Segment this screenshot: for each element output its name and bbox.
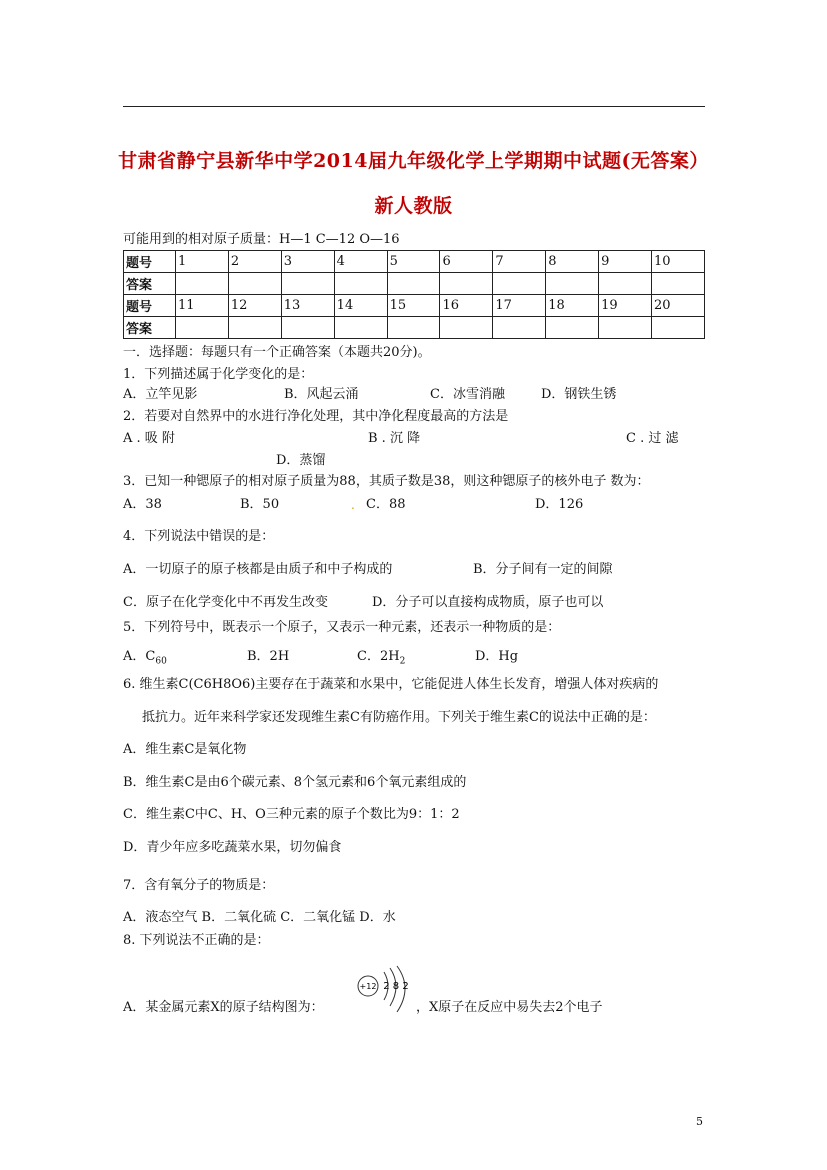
- question-6-option-d: D．青少年应多吃蔬菜水果，切勿偏食: [123, 840, 342, 855]
- question-5-option-b: B．2H: [247, 649, 290, 664]
- question-6-stem-line-2: 抵抗力。近年来科学家还发现维生素C有防癌作用。下列关于维生素C的说法中正确的是：: [142, 710, 656, 725]
- question-2-option-a: A . 吸 附: [123, 431, 175, 446]
- answer-cell: [493, 273, 546, 295]
- table-cell: 17: [493, 295, 546, 317]
- answer-cell: [228, 273, 281, 295]
- question-7-options: A．液态空气 B．二氧化硫 C．二氧化锰 D．水: [123, 910, 396, 925]
- question-1-option-a: A．立竿见影: [123, 387, 198, 402]
- table-cell: 8: [546, 251, 599, 273]
- section-heading: 一．选择题：每题只有一个正确答案（本题共20分)。: [123, 345, 431, 360]
- answer-cell: [440, 273, 493, 295]
- table-cell: 7: [493, 251, 546, 273]
- answer-cell: [546, 317, 599, 339]
- question-3-stem: 3．已知一种锶原子的相对原子质量为88，其质子数是38，则这种锶原子的核外电子 数为：: [123, 474, 650, 489]
- table-cell: 20: [652, 295, 705, 317]
- question-6-stem-line-1: 6. 维生素C(C6H8O6)主要存在于蔬菜和水果中，它能促进人体生长发育，增强人体对疾病的: [123, 677, 659, 692]
- question-5-stem: 5．下列符号中，既表示一个原子，又表示一种元素，还表示一种物质的是：: [123, 620, 561, 635]
- answer-cell: [599, 317, 652, 339]
- question-6-option-a: A．维生素C是氧化物: [123, 742, 247, 757]
- table-row-numbers-1: [124, 251, 705, 273]
- atomic-mass-note: 可能用到的相对原子质量：H—1 C—12 O—16: [123, 232, 400, 247]
- answer-cell: [493, 317, 546, 339]
- answer-cell: [228, 317, 281, 339]
- row-label-answer: 答案: [124, 317, 176, 339]
- question-6-option-c: C．维生素C中C、H、O三种元素的原子个数比为9：1：2: [123, 807, 460, 822]
- table-cell: 4: [334, 251, 387, 273]
- answer-cell: [176, 317, 229, 339]
- shell-electron-counts: 2 8 2: [383, 981, 409, 992]
- answer-cell: [387, 273, 440, 295]
- table-row-answers-1: [124, 273, 705, 295]
- table-cell: 10: [652, 251, 705, 273]
- subscript: 60: [155, 656, 167, 667]
- table-cell: 14: [334, 295, 387, 317]
- answer-cell: [652, 317, 705, 339]
- stray-dot: .: [351, 498, 355, 512]
- answer-cell: [387, 317, 440, 339]
- table-cell: 11: [176, 295, 229, 317]
- table-cell: 6: [440, 251, 493, 273]
- table-row-numbers-2: [124, 295, 705, 317]
- page-subtitle: 新人教版: [374, 195, 453, 217]
- option-a-text: A．C: [123, 649, 156, 664]
- row-label-number: 题号: [124, 295, 176, 317]
- table-cell: 1: [176, 251, 229, 273]
- question-1-option-b: B．风起云涌: [284, 387, 359, 402]
- question-1-option-c: C．冰雪消融: [430, 387, 505, 402]
- question-4-option-a: A．一切原子的原子核都是由质子和中子构成的: [123, 562, 393, 577]
- answer-cell: [546, 273, 599, 295]
- subscript: 2: [399, 656, 406, 667]
- question-8-option-a-text: A．某金属元素X的原子结构图为：: [123, 1000, 324, 1015]
- question-1-option-d: D．钢铁生锈: [541, 387, 617, 402]
- question-3-option-b: B．50: [240, 497, 280, 512]
- question-2-stem: 2．若要对自然界中的水进行净化处理，其中净化程度最高的方法是: [123, 409, 509, 424]
- table-cell: 16: [440, 295, 493, 317]
- table-cell: 5: [387, 251, 440, 273]
- question-6-option-b: B．维生素C是由6个碳元素、8个氢元素和6个氧元素组成的: [123, 775, 467, 790]
- table-cell: 19: [599, 295, 652, 317]
- table-cell: 13: [281, 295, 334, 317]
- question-3-option-c: C．88: [366, 497, 406, 512]
- row-label-number: 题号: [124, 251, 176, 273]
- answer-cell: [281, 317, 334, 339]
- table-cell: 3: [281, 251, 334, 273]
- question-4-stem: 4．下列说法中错误的是：: [123, 529, 275, 544]
- question-4-option-b: B．分子间有一定的间隙: [473, 562, 613, 577]
- table-cell: 18: [546, 295, 599, 317]
- table-cell: 9: [599, 251, 652, 273]
- question-2-option-c: C . 过 滤: [626, 431, 679, 446]
- table-cell: 2: [228, 251, 281, 273]
- answer-cell: [334, 273, 387, 295]
- answer-cell: [334, 317, 387, 339]
- question-5-option-c: [357, 649, 405, 670]
- question-8-stem: 8. 下列说法不正确的是：: [123, 933, 270, 948]
- answer-cell: [281, 273, 334, 295]
- question-5-option-a: [123, 649, 167, 670]
- question-4-option-d: D．分子可以直接构成物质，原子也可以: [372, 595, 604, 610]
- answer-table: [123, 250, 705, 339]
- question-8-option-a-continuation: ，X原子在反应中易失去2个电子: [416, 1000, 603, 1015]
- question-3-option-d: D．126: [535, 497, 584, 512]
- question-5-option-d: D．Hg: [475, 649, 519, 664]
- header-rule: [123, 106, 705, 107]
- answer-cell: [176, 273, 229, 295]
- row-label-answer: 答案: [124, 273, 176, 295]
- question-7-stem: 7．含有氧分子的物质是：: [123, 878, 275, 893]
- page-number: 5: [696, 1115, 703, 1128]
- atom-structure-diagram: [354, 964, 420, 1020]
- question-2-option-b: B . 沉 降: [368, 431, 421, 446]
- table-cell: 12: [228, 295, 281, 317]
- question-2-option-d: D．蒸馏: [276, 453, 326, 468]
- answer-cell: [599, 273, 652, 295]
- table-cell: 15: [387, 295, 440, 317]
- question-3-option-a: A．38: [123, 497, 162, 512]
- page-title: 甘肃省静宁县新华中学2014届九年级化学上学期期中试题(无答案）: [118, 150, 709, 172]
- answer-cell: [440, 317, 493, 339]
- question-4-option-c: C．原子在化学变化中不再发生改变: [123, 595, 328, 610]
- answer-cell: [652, 273, 705, 295]
- question-1-stem: 1．下列描述属于化学变化的是：: [123, 367, 314, 382]
- nucleus-label: +12: [359, 982, 377, 991]
- table-row-answers-2: [124, 317, 705, 339]
- option-c-text: C．2H: [357, 649, 400, 664]
